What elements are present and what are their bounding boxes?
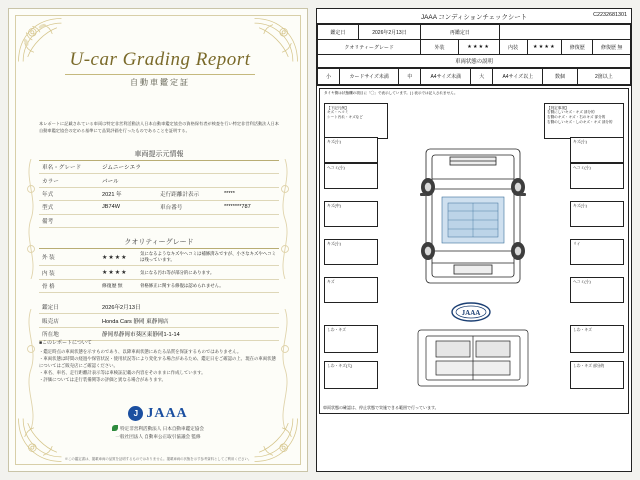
table-row xyxy=(39,174,279,187)
interior-diagram xyxy=(392,327,554,389)
annotation-label: キズ(小) xyxy=(573,203,587,208)
row-value: ジムニーシエラ xyxy=(99,161,279,174)
annotation-cell-right[interactable] xyxy=(570,277,624,303)
legend-right-line-3: 右側のしいキズ・しのキズ・キズ 部分的 xyxy=(547,120,613,125)
row-label: 所在地 xyxy=(39,327,99,340)
grade-stars: ★★★★ xyxy=(99,249,137,266)
table-row xyxy=(39,314,279,327)
annotation-label: ヘコミ(小) xyxy=(573,165,591,170)
legend-right-line-2: 右側のキズ・キズ・右のキズ 部分的 xyxy=(547,115,606,120)
row-value: Honda Cars 静岡 東静岡店 xyxy=(99,314,279,327)
annotation-cell-right[interactable] xyxy=(570,239,624,265)
table-row xyxy=(39,249,279,266)
association-name-1: 特定非営利活動法人 日本自動車鑑定協会 xyxy=(120,426,204,431)
inspection-info-table xyxy=(317,24,631,55)
size-medium-symbol: 中 xyxy=(399,69,421,84)
annotation-label: ヘコミ(小) xyxy=(573,279,591,284)
report-title: U-car Grading Report xyxy=(69,49,251,70)
annotation-label: キズ(小) xyxy=(327,139,341,144)
repair-history-label: 修復歴 xyxy=(562,40,593,55)
grade-description: 気になるようなキズやへコミは補修済みですが、小さなキズやヘコミは残っています。 xyxy=(137,249,279,266)
size-count-desc: 2箇以上 xyxy=(577,69,630,84)
annotation-cell-left[interactable] xyxy=(324,239,378,265)
association-line-1 xyxy=(9,425,307,433)
row-label: 型式 xyxy=(39,201,99,214)
grade-description: 気になる汚れ等が部分的にあります。 xyxy=(137,266,279,279)
exterior-label: 外装 xyxy=(421,40,459,55)
legend-left-line-2: シート汚れ・キズなど xyxy=(327,115,363,120)
legend-right-title: 【判定事項】 xyxy=(547,105,569,110)
annotation-cell-left[interactable] xyxy=(324,137,378,163)
title-divider xyxy=(65,74,255,75)
annotation-label: リイ xyxy=(573,241,581,246)
size-small-symbol: 小 xyxy=(318,69,340,84)
table-row xyxy=(39,161,279,174)
annotation-label: キズ(小) xyxy=(327,241,341,246)
jaaa-stamp-icon xyxy=(450,301,492,323)
grading-report-sheet xyxy=(8,8,308,472)
annotation-cell-left[interactable] xyxy=(324,201,378,227)
interior-label: 内装 xyxy=(499,40,527,55)
annotation-label: しわ・キズ 部分的 xyxy=(573,363,605,368)
annotation-cell-bottom-left[interactable] xyxy=(324,325,378,353)
legend-right xyxy=(544,103,624,139)
interior-stars: ★★★★ xyxy=(527,40,561,55)
annotation-cell-left[interactable] xyxy=(324,163,378,189)
annotation-cell-bottom-right[interactable] xyxy=(570,325,624,353)
row-label: 販売店 xyxy=(39,314,99,327)
table-row xyxy=(39,187,279,200)
jaaa-wordmark: JAAA xyxy=(146,405,188,421)
row-label: 車名・グレード xyxy=(39,161,99,174)
annotation-label: キズ(小) xyxy=(573,139,587,144)
row-label: 外 装 xyxy=(39,249,99,266)
annotation-cell-left[interactable] xyxy=(324,277,378,303)
annotation-label: しわ・キズ xyxy=(327,327,346,332)
annotation-label: ヘコミ(小) xyxy=(327,165,345,170)
row-label-2: 走行距離計表示 xyxy=(157,187,221,200)
vehicle-section-title: 車両提示元情報 xyxy=(39,149,279,161)
annotation-cell-right[interactable] xyxy=(570,163,624,189)
table-row xyxy=(318,40,631,55)
inspection-date-value: 2026年2月13日 xyxy=(358,25,421,40)
row-label: 骨 格 xyxy=(39,279,99,292)
sheet-title: JAAA コンディションチェックシート xyxy=(420,14,528,21)
table-row xyxy=(39,279,279,292)
notes-block xyxy=(39,339,279,383)
association-line-2: 一般社団法人 自動車公正取引協議会 監修 xyxy=(115,433,201,439)
diagram-frame xyxy=(319,88,629,414)
annotation-cell-right[interactable] xyxy=(570,137,624,163)
size-large-desc: A4サイズ以上 xyxy=(493,69,543,84)
note-line: ・車名、車名、走行距離計表示等は車検証記載の内容をそのままに作成しています。 xyxy=(39,370,206,376)
size-small-desc: カードサイズ未満 xyxy=(339,69,398,84)
sheet-code: C2232681301 xyxy=(593,12,627,18)
row-value: 2021 年 xyxy=(99,187,157,200)
table-row xyxy=(318,69,631,84)
size-legend-table xyxy=(317,68,631,84)
note-line: ・鑑定時点の車両状態を示すものであり、以降車両状態にあたる品質を保証するものではありません。 xyxy=(39,349,242,354)
leaf-icon xyxy=(112,425,118,431)
jaaa-logo xyxy=(9,405,307,423)
legal-footnote: ※この鑑定書は、掲載車両の品質を証明するものではありません。掲載車両の状態を示す参考資料としてご利用ください。 xyxy=(64,457,252,461)
row-value xyxy=(99,214,279,227)
quality-section-title: クオリティーグレード xyxy=(39,237,279,249)
row-value: 2026年2月13日 xyxy=(99,301,279,314)
quality-grade-table xyxy=(39,249,279,293)
annotation-cell-right[interactable] xyxy=(570,201,624,227)
row-label: 備考 xyxy=(39,214,99,227)
row-label: カラー xyxy=(39,174,99,187)
inspection-date-label: 鑑定日 xyxy=(318,25,359,40)
grade-description: 骨格修正に関する修復は認められません。 xyxy=(137,279,279,292)
note-line: ・車両状態は時間の経過や保管状況・使用状況等により変化する場合があるため、鑑定日をご確認の上、現在の車両状態についてはご販売店にご確認ください。 xyxy=(39,356,276,369)
grade-value: 修復歴 無 xyxy=(99,279,137,292)
table-row xyxy=(39,201,279,214)
diagram-footer-note: 車両状態の確認は、停止状態で実施できる範囲で行っています。 xyxy=(323,404,439,410)
table-row xyxy=(39,266,279,279)
svg-text:JAAA: JAAA xyxy=(461,308,481,317)
vehicle-info-table xyxy=(39,161,279,228)
size-count-symbol: 数個 xyxy=(543,69,577,84)
intro-paragraph: 本レポートに記載されている車両は特定非営利活動法人日本自動車鑑定協会の資格保有者が検査を行い特定非営利活動法人日本自動車鑑定協会の定める基準にて品質評価を行ったものであることを証明する。 xyxy=(39,121,279,133)
row-label: 内 装 xyxy=(39,266,99,279)
table-row xyxy=(318,25,631,40)
annotation-label: しわ・キズ xyxy=(573,327,592,332)
row-value: パール xyxy=(99,174,279,187)
legend-left-line-1: キズ・ヘコミ xyxy=(327,110,349,115)
condition-section-title: 車両状態の説明 xyxy=(317,55,631,68)
row-value-2: ********787 xyxy=(221,201,279,214)
report-title-block xyxy=(49,49,271,88)
association-block xyxy=(9,425,307,441)
sheet-header xyxy=(317,9,631,24)
car-top-view-diagram xyxy=(398,141,548,291)
dealer-info-table xyxy=(39,301,279,341)
row-value: 静岡県静岡市葵区東静岡1-1-14 xyxy=(99,327,279,340)
annotation-cell-bottom-left[interactable] xyxy=(324,361,378,389)
annotation-label: キズ(中) xyxy=(327,203,341,208)
jaaa-mark-icon: J xyxy=(128,406,143,421)
row-value-2: ***** xyxy=(221,187,279,200)
legend-left xyxy=(324,103,388,139)
grade-stars: ★★★★ xyxy=(99,266,137,279)
table-row xyxy=(39,214,279,227)
quality-grade-label: クオリティーグレード xyxy=(318,40,421,55)
size-medium-desc: A4サイズ未満 xyxy=(421,69,471,84)
row-label-2: 車台番号 xyxy=(157,201,221,214)
vehicle-diagram-area xyxy=(317,85,631,416)
legend-left-title: 【下記凡例】 xyxy=(327,105,349,110)
annotation-label: キズ xyxy=(327,279,335,284)
report-subtitle: 自動車鑑定証 xyxy=(130,78,190,87)
annotation-cell-bottom-right[interactable] xyxy=(570,361,624,389)
diagram-note: タイヤ側は状態欄の項目に「◯」で表示しています。( ) 表示では記入されません。 xyxy=(324,90,458,95)
legend-right-line-1: 右側にしいキズ・キズ 部分的 xyxy=(547,110,595,115)
row-label: 鑑定日 xyxy=(39,301,99,314)
size-large-symbol: 大 xyxy=(471,69,493,84)
reinspection-date-label: 再鑑定日 xyxy=(421,25,499,40)
repair-history-value: 修復歴 無 xyxy=(593,40,631,55)
row-label: 年式 xyxy=(39,187,99,200)
reinspection-date-value xyxy=(499,25,630,40)
annotation-label: しわ・キズ(大) xyxy=(327,363,353,368)
table-row xyxy=(39,301,279,314)
notes-title: ■このレポートについて xyxy=(39,340,92,346)
condition-check-sheet xyxy=(316,8,632,472)
exterior-stars: ★★★★ xyxy=(458,40,499,55)
row-value: JB74W xyxy=(99,201,157,214)
note-line: ・評価については走行装備関等の評価と異なる場合があります。 xyxy=(39,377,166,383)
